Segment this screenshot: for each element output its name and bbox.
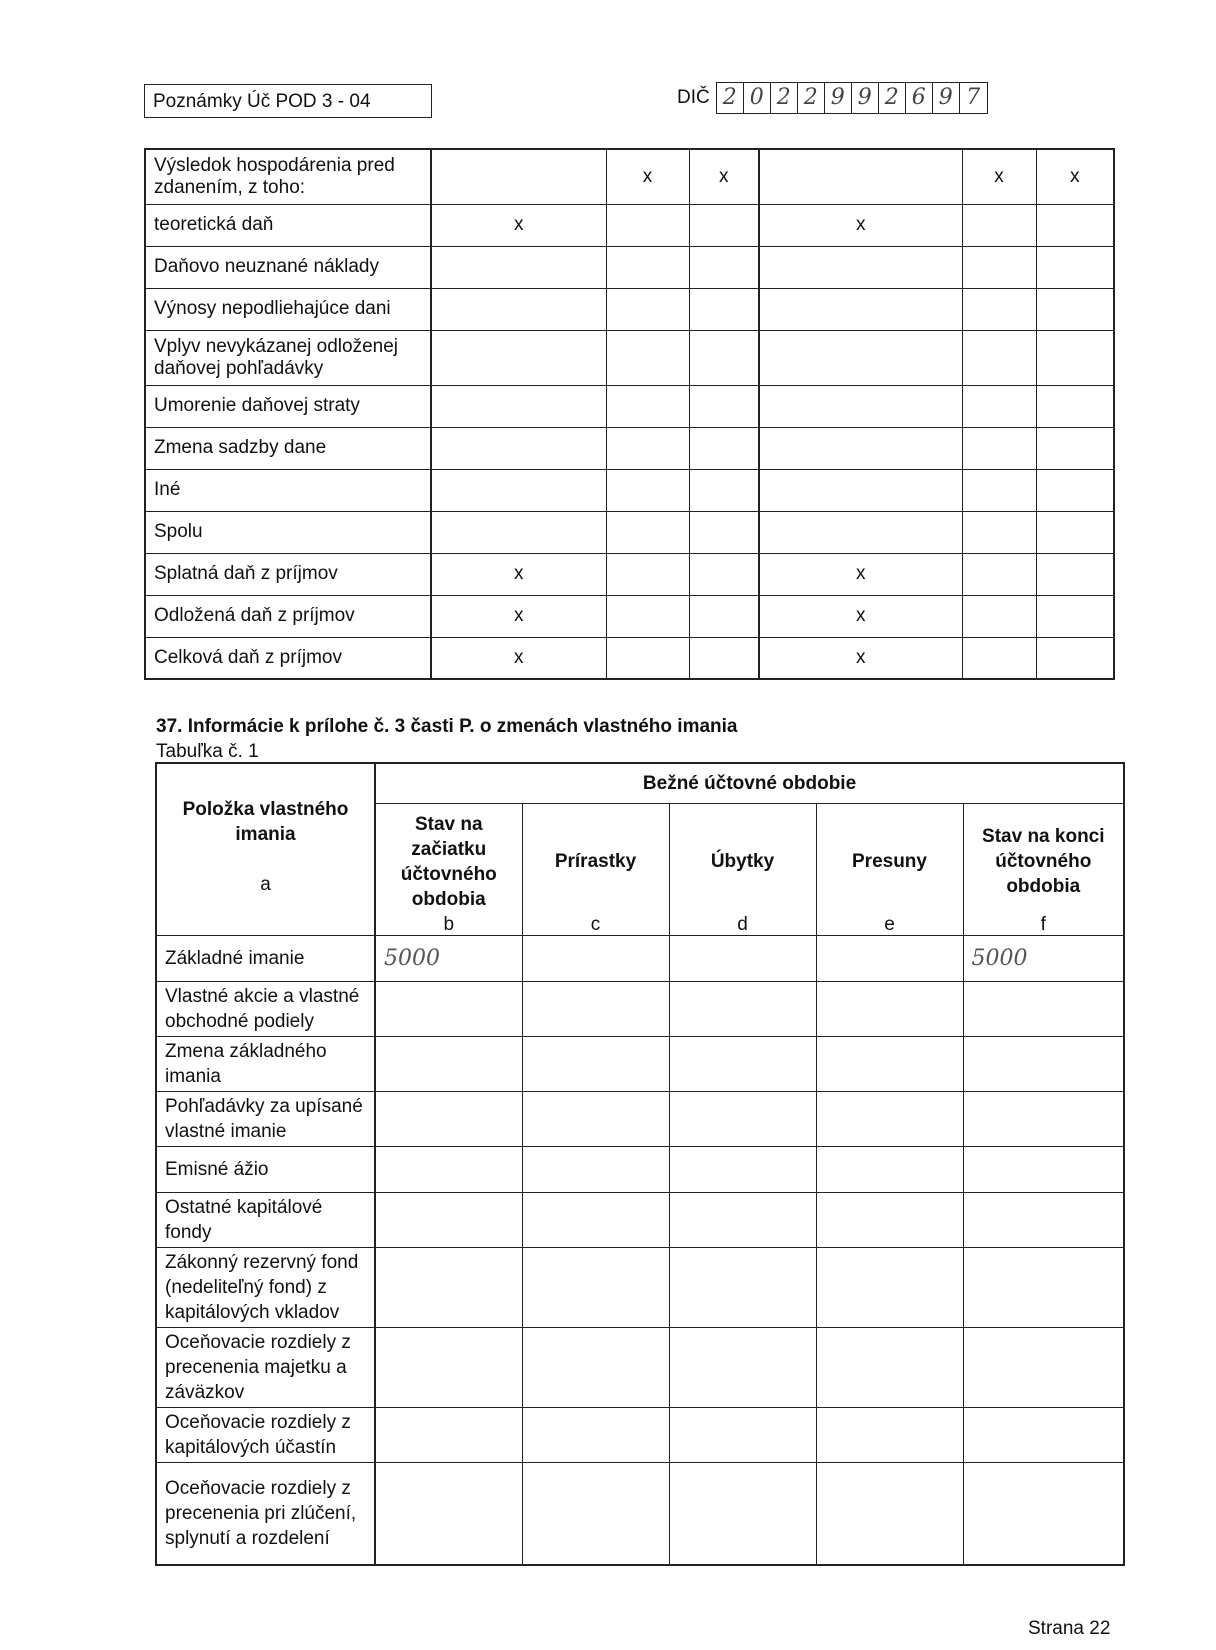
tax-cell: [606, 553, 689, 595]
equity-table-row: [156, 1247, 1124, 1327]
equity-table-row: [156, 1327, 1124, 1407]
equity-value-cell: [963, 1462, 1124, 1565]
dic-digit: 2: [798, 83, 825, 113]
tax-cell: [431, 149, 606, 204]
tax-cell: [606, 288, 689, 330]
tax-cell: x: [431, 595, 606, 637]
page-number: Strana 22: [1028, 1618, 1111, 1639]
tax-row-label: Celková daň z príjmov: [145, 637, 431, 679]
column-header: [963, 803, 1124, 935]
tax-row-label: Spolu: [145, 511, 431, 553]
equity-value-cell: [522, 1462, 669, 1565]
tax-table-row: [145, 427, 1114, 469]
equity-value-cell: [963, 981, 1124, 1036]
equity-value-cell: [375, 1327, 522, 1407]
equity-table-row: [156, 1091, 1124, 1146]
equity-value-cell: [522, 981, 669, 1036]
column-header-label: Prírastky: [554, 851, 637, 872]
column-header-label: Stav na začiatku účtovného obdobia: [400, 813, 497, 910]
equity-value-cell: [522, 1247, 669, 1327]
tax-row-label: Vplyv nevykázanej odloženej daňovej pohľadávky: [145, 330, 431, 385]
equity-value-cell: [522, 1407, 669, 1462]
tax-cell: x: [759, 204, 962, 246]
tax-table-row: [145, 288, 1114, 330]
tax-cell: [962, 511, 1036, 553]
equity-value-cell: [375, 1146, 522, 1192]
tax-cell: [962, 204, 1036, 246]
tax-table-row: [145, 469, 1114, 511]
tax-cell: x: [431, 204, 606, 246]
tax-cell: [689, 204, 759, 246]
tax-cell: x: [759, 637, 962, 679]
tax-cell: [1036, 288, 1114, 330]
period-header: Bežné účtovné obdobie: [375, 763, 1124, 803]
tax-table-row: [145, 149, 1114, 204]
tax-cell: [606, 637, 689, 679]
tax-cell: x: [431, 637, 606, 679]
dic-digit-boxes: [716, 82, 988, 114]
tax-cell: [606, 427, 689, 469]
column-letter: d: [737, 913, 748, 935]
equity-value-cell: [669, 1327, 816, 1407]
column-letter: c: [590, 913, 601, 935]
tax-cell: [759, 511, 962, 553]
tax-cell: x: [962, 149, 1036, 204]
equity-row-label: Zmena základného imania: [156, 1036, 375, 1091]
tax-cell: [606, 469, 689, 511]
tax-cell: [759, 385, 962, 427]
tax-cell: [1036, 385, 1114, 427]
tax-table-row: [145, 511, 1114, 553]
equity-value-cell: [522, 935, 669, 981]
equity-table-row: [156, 1146, 1124, 1192]
dic-digit: 2: [879, 83, 906, 113]
dic-digit: 2: [717, 83, 744, 113]
tax-row-label: Zmena sadzby dane: [145, 427, 431, 469]
equity-value-cell: [375, 1036, 522, 1091]
tax-cell: [962, 246, 1036, 288]
dic-digit: 9: [933, 83, 960, 113]
tax-cell: [962, 553, 1036, 595]
equity-row-label: Oceňovacie rozdiely z kapitálových účastín: [156, 1407, 375, 1462]
tax-cell: x: [759, 553, 962, 595]
tax-cell: [1036, 469, 1114, 511]
tax-row-label: Splatná daň z príjmov: [145, 553, 431, 595]
equity-value-cell: [522, 1036, 669, 1091]
equity-value-cell: [669, 1192, 816, 1247]
equity-row-label: Emisné ážio: [156, 1146, 375, 1192]
equity-value-cell: [375, 981, 522, 1036]
column-letter: f: [1040, 913, 1046, 935]
equity-value-cell: [963, 1192, 1124, 1247]
tax-cell: [431, 469, 606, 511]
equity-value-cell: [669, 935, 816, 981]
tax-cell: x: [606, 149, 689, 204]
tax-cell: [1036, 637, 1114, 679]
dic-digit: 2: [771, 83, 798, 113]
column-letter: b: [443, 913, 455, 935]
tax-row-label: Daňovo neuznané náklady: [145, 246, 431, 288]
equity-table-row: [156, 981, 1124, 1036]
equity-value-cell: [522, 1327, 669, 1407]
tax-table-row: [145, 595, 1114, 637]
tax-row-label: teoretická daň: [145, 204, 431, 246]
tax-cell: [1036, 427, 1114, 469]
equity-value-cell: [963, 1327, 1124, 1407]
equity-value-cell: [963, 1146, 1124, 1192]
tax-cell: [431, 246, 606, 288]
tax-cell: [431, 511, 606, 553]
tax-cell: [759, 330, 962, 385]
equity-table-row: [156, 1462, 1124, 1565]
tax-cell: [962, 330, 1036, 385]
equity-value-cell: [816, 1192, 963, 1247]
equity-item-header-label: Položka vlastného imania: [182, 799, 349, 845]
equity-value-cell: 5000: [963, 935, 1124, 981]
tax-cell: [689, 637, 759, 679]
equity-value-cell: [816, 935, 963, 981]
equity-row-label: Oceňovacie rozdiely z precenenia pri zlúčení, splynutí a rozdelení: [156, 1462, 375, 1565]
column-header: [669, 803, 816, 935]
tax-cell: [962, 595, 1036, 637]
equity-value-cell: [816, 1462, 963, 1565]
section-title: 37. Informácie k prílohe č. 3 časti P. o zmenách vlastného imania: [156, 716, 738, 737]
tax-cell: [431, 427, 606, 469]
tax-cell: x: [431, 553, 606, 595]
dic-digit: 9: [825, 83, 852, 113]
equity-value-cell: [522, 1146, 669, 1192]
equity-value-cell: [375, 1462, 522, 1565]
column-header: [522, 803, 669, 935]
tax-row-label: Odložená daň z príjmov: [145, 595, 431, 637]
equity-table-row: [156, 935, 1124, 981]
tax-cell: x: [1036, 149, 1114, 204]
tax-cell: [759, 246, 962, 288]
equity-value-cell: [963, 1036, 1124, 1091]
form-label-box: [144, 84, 432, 118]
dic-field: [677, 82, 988, 114]
dic-digit: 6: [906, 83, 933, 113]
column-header-label: Stav na konci účtovného obdobia: [982, 826, 1105, 897]
tax-cell: [1036, 330, 1114, 385]
tax-row-label: Výnosy nepodliehajúce dani: [145, 288, 431, 330]
equity-value-cell: [669, 1036, 816, 1091]
dic-digit: 7: [966, 85, 981, 110]
equity-row-label: Zákonný rezervný fond (nedeliteľný fond) z kapitálových vkladov: [156, 1247, 375, 1327]
tax-cell: [606, 385, 689, 427]
tax-cell: [759, 469, 962, 511]
tax-cell: [962, 288, 1036, 330]
tax-cell: [689, 595, 759, 637]
equity-table-row: [156, 1407, 1124, 1462]
equity-value-cell: [669, 1247, 816, 1327]
equity-value-cell: [669, 1146, 816, 1192]
equity-value-cell: [963, 1247, 1124, 1327]
tax-cell: [689, 385, 759, 427]
tax-cell: [759, 427, 962, 469]
tax-cell: x: [759, 595, 962, 637]
tax-table-row: [145, 204, 1114, 246]
equity-value-cell: [375, 1407, 522, 1462]
equity-value-cell: [669, 1407, 816, 1462]
equity-row-label: Oceňovacie rozdiely z precenenia majetku a záväzkov: [156, 1327, 375, 1407]
equity-row-label: Vlastné akcie a vlastné obchodné podiely: [156, 981, 375, 1036]
equity-value-cell: [816, 981, 963, 1036]
equity-value-cell: [816, 1146, 963, 1192]
equity-value-cell: [375, 1091, 522, 1146]
equity-value-cell: [816, 1407, 963, 1462]
tax-table-row: [145, 246, 1114, 288]
equity-changes-table: [155, 762, 1125, 1566]
equity-row-label: Pohľadávky za upísané vlastné imanie: [156, 1091, 375, 1146]
dic-digit: 9: [852, 83, 879, 113]
column-header: [816, 803, 963, 935]
form-label: Poznámky Úč POD 3 - 04: [153, 91, 371, 112]
equity-value-cell: [816, 1327, 963, 1407]
tax-row-label: Iné: [145, 469, 431, 511]
tax-cell: [1036, 204, 1114, 246]
tax-cell: [962, 637, 1036, 679]
tax-cell: [431, 385, 606, 427]
column-header-label: Presuny: [852, 851, 927, 872]
tax-cell: [606, 511, 689, 553]
equity-value-cell: [669, 981, 816, 1036]
tax-cell: [1036, 246, 1114, 288]
tax-cell: [606, 330, 689, 385]
tax-cell: [689, 246, 759, 288]
equity-table-row: [156, 1192, 1124, 1247]
equity-value-cell: [375, 1192, 522, 1247]
tax-cell: [689, 553, 759, 595]
tax-row-label: Umorenie daňovej straty: [145, 385, 431, 427]
equity-value-cell: [522, 1192, 669, 1247]
tax-table-row: [145, 330, 1114, 385]
equity-row-label: Základné imanie: [156, 935, 375, 981]
equity-item-header: [156, 763, 375, 935]
equity-value-cell: [669, 1091, 816, 1146]
tax-cell: [689, 511, 759, 553]
equity-value-cell: [816, 1036, 963, 1091]
tax-cell: [689, 330, 759, 385]
tax-cell: [759, 149, 962, 204]
tax-cell: [1036, 553, 1114, 595]
equity-value-cell: [816, 1091, 963, 1146]
tax-cell: [962, 385, 1036, 427]
tax-reconciliation-table: [144, 148, 1115, 680]
column-header: [375, 803, 522, 935]
section-subtitle: Tabuľka č. 1: [156, 741, 259, 762]
tax-cell: x: [689, 149, 759, 204]
equity-value-cell: 5000: [375, 935, 522, 981]
tax-table-row: [145, 385, 1114, 427]
tax-cell: [606, 204, 689, 246]
column-header-label: Úbytky: [710, 851, 775, 872]
column-letter: e: [884, 913, 895, 935]
tax-cell: [689, 469, 759, 511]
equity-value-cell: [816, 1247, 963, 1327]
tax-cell: [606, 595, 689, 637]
tax-cell: [689, 427, 759, 469]
column-letter: a: [260, 874, 271, 895]
equity-table-row: [156, 1036, 1124, 1091]
tax-cell: [962, 469, 1036, 511]
equity-value-cell: [963, 1407, 1124, 1462]
equity-value-cell: [522, 1091, 669, 1146]
tax-cell: [759, 288, 962, 330]
equity-value-cell: [963, 1091, 1124, 1146]
equity-value-cell: [669, 1462, 816, 1565]
dic-digit: 0: [744, 83, 771, 113]
tax-cell: [962, 427, 1036, 469]
equity-value-cell: [375, 1247, 522, 1327]
tax-cell: [431, 330, 606, 385]
tax-cell: [689, 288, 759, 330]
equity-row-label: Ostatné kapitálové fondy: [156, 1192, 375, 1247]
tax-cell: [431, 288, 606, 330]
tax-cell: [1036, 595, 1114, 637]
tax-cell: [1036, 511, 1114, 553]
tax-cell: [606, 246, 689, 288]
dic-label: DIČ: [677, 87, 710, 108]
tax-table-row: [145, 637, 1114, 679]
tax-row-label: Výsledok hospodárenia pred zdanením, z toho:: [145, 149, 431, 204]
tax-table-row: [145, 553, 1114, 595]
